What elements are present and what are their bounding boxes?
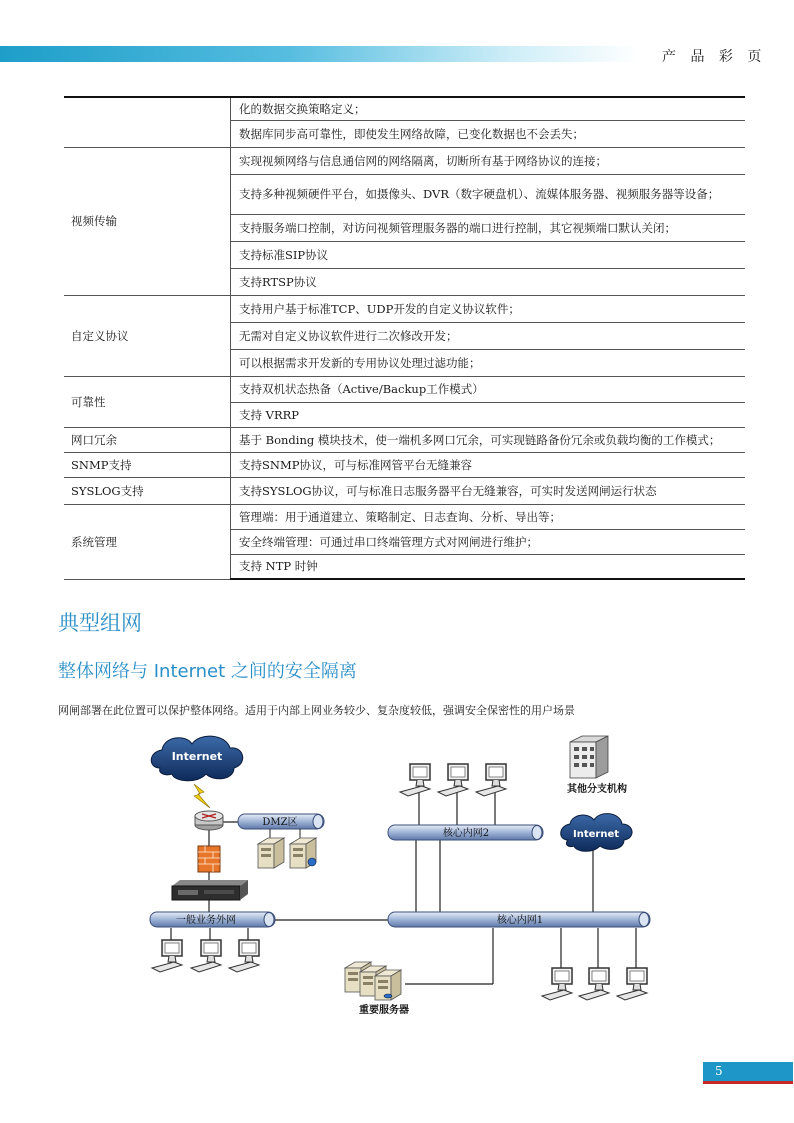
spec-table (64, 96, 745, 580)
internet-label-right: Internet (572, 829, 620, 840)
table-row (64, 147, 745, 174)
table-cell-desc: 支持SYSLOG协议，可与标准日志服务器平台无缝兼容，可实时发送网闸运行状态 (231, 477, 746, 504)
header-gradient-bar (0, 46, 640, 62)
table-cell-desc: 支持多种视频硬件平台，如摄像头、DVR（数字硬盘机）、流媒体服务器、视频服务器等设备； (231, 174, 746, 214)
table-cell-category: 可靠性 (64, 376, 231, 427)
pc-icon (438, 764, 468, 796)
internet-label-top: Internet (171, 750, 223, 763)
pc-icon (617, 968, 647, 1000)
table-row (64, 477, 745, 504)
table-row (64, 452, 745, 477)
table-cell-desc: 化的数据交换策略定义； (231, 97, 746, 120)
table-cell-desc: 支持双机状态热备（Active/Backup工作模式） (231, 376, 746, 402)
table-cell-desc: 支持服务端口控制，对访问视频管理服务器的端口进行控制，其它视频端口默认关闭； (231, 214, 746, 241)
table-row (64, 427, 745, 452)
table-cell-desc: 数据库同步高可靠性，即使发生网络故障，已变化数据也不会丢失； (231, 120, 746, 147)
table-cell-category: 系统管理 (64, 504, 231, 579)
header-title: 产 品 彩 页 (662, 49, 767, 65)
table-row (64, 504, 745, 529)
pc-icon (400, 764, 430, 796)
table-row (64, 376, 745, 402)
database-icon (384, 994, 392, 998)
footer-accent-line (703, 1081, 793, 1084)
table-cell-desc: 支持标准SIP协议 (231, 241, 746, 268)
pc-icon (229, 940, 259, 972)
section-title: 典型组网 (58, 611, 142, 635)
core-network-2-label: 核心内网2 (442, 828, 490, 839)
table-row (64, 295, 745, 322)
table-cell-desc: 支持用户基于标准TCP、UDP开发的自定义协议软件； (231, 295, 746, 322)
table-cell-desc: 基于 Bonding 模块技术，使一端机多网口冗余，可实现链路备份冗余或负载均衡的工作模式； (231, 427, 746, 452)
router-icon (195, 811, 223, 830)
page-number: 5 (715, 1064, 723, 1078)
table-cell-desc: 支持SNMP协议，可与标准网管平台无缝兼容 (231, 452, 746, 477)
section-subtitle: 整体网络与 Internet 之间的安全隔离 (58, 661, 357, 682)
branch-office-label: 其他分支机构 (567, 784, 627, 795)
table-cell-category (64, 97, 231, 147)
pc-icon (191, 940, 221, 972)
pc-icon (152, 940, 182, 972)
section-intro: 网闸部署在此位置可以保护整体网络。适用于内部上网业务较少、复杂度较低，强调安全保密性的用户场景 (58, 704, 575, 717)
table-cell-desc: 无需对自定义协议软件进行二次修改开发； (231, 322, 746, 349)
table-cell-desc: 实现视频网络与信息通信网的网络隔离，切断所有基于网络协议的连接； (231, 147, 746, 174)
server-icon (258, 838, 284, 868)
branch-office-icon (570, 736, 608, 778)
table-cell-category: 视频传输 (64, 147, 231, 295)
table-cell-desc: 支持RTSP协议 (231, 268, 746, 295)
firewall-icon (198, 846, 220, 872)
table-cell-category: 自定义协议 (64, 295, 231, 376)
table-cell-category: SYSLOG支持 (64, 477, 231, 504)
servers-label: 重要服务器 (359, 1005, 409, 1016)
general-network-label: 一般业务外网 (176, 915, 236, 926)
pc-icon (579, 968, 609, 1000)
pc-icon (542, 968, 572, 1000)
table-cell-category: SNMP支持 (64, 452, 231, 477)
table-cell-desc: 管理端：用于通道建立、策略制定、日志查询、分析、导出等； (231, 504, 746, 529)
gateway-device-icon (172, 880, 248, 900)
table-cell-desc: 可以根据需求开发新的专用协议处理过滤功能； (231, 349, 746, 376)
table-cell-category: 网口冗余 (64, 427, 231, 452)
globe-icon (308, 858, 316, 866)
pc-icon (476, 764, 506, 796)
table-cell-desc: 安全终端管理：可通过串口终端管理方式对网闸进行维护； (231, 529, 746, 554)
table-row (64, 97, 745, 120)
table-cell-desc: 支持 VRRP (231, 402, 746, 427)
dmz-label: DMZ区 (262, 817, 298, 828)
table-cell-desc: 支持 NTP 时钟 (231, 554, 746, 579)
core-network-1-label: 核心内网1 (496, 915, 544, 926)
lightning-icon (194, 784, 210, 808)
network-diagram (130, 728, 670, 1028)
